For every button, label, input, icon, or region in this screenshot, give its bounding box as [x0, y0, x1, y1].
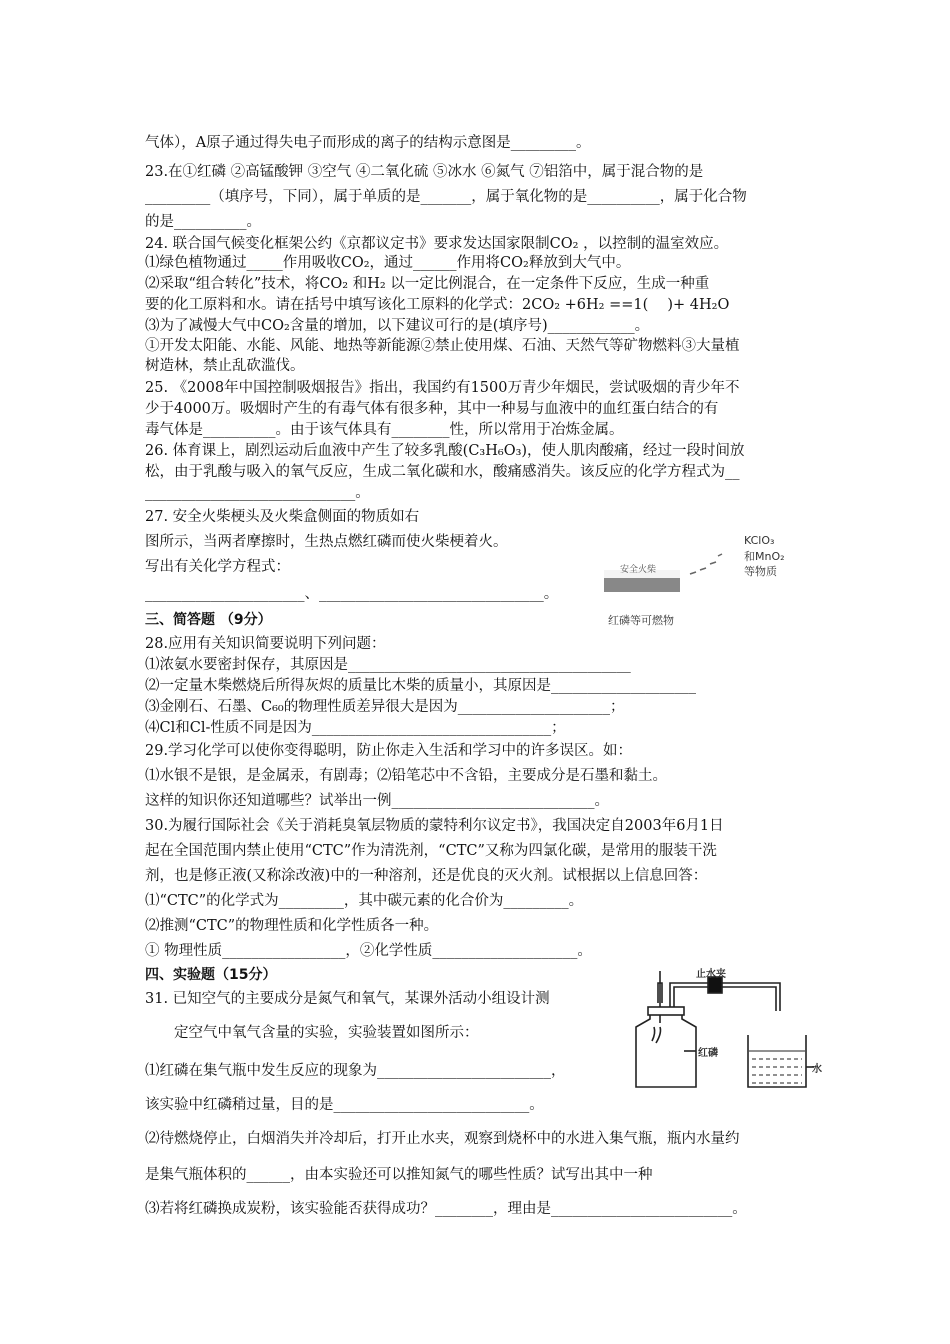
mno2-label: 和MnO₂ [744, 550, 785, 563]
text-line: 气体），A原子通过得失电子而形成的离子的结构示意图是_________。 [145, 135, 591, 151]
wuzhi-label: 等物质 [744, 565, 777, 578]
text-line: 毒气体是__________。由于该气体具有________性，所以常用于冶炼金属。 [145, 422, 624, 438]
text-line: 29.学习化学可以使你变得聪明，防止你走入生活和学习中的许多误区。如： [145, 743, 633, 759]
text-line: ⑷Cl和Cl-性质不同是因为_________________________________； [145, 720, 566, 736]
text-line: 31. 已知空气的主要成分是氮气和氧气，某课外活动小组设计测 [145, 991, 550, 1007]
text-line: 松，由于乳酸与吸入的氧气反应，生成二氧化碳和水，酸痛感消失。该反应的化学方程式为__ [145, 464, 740, 480]
text-line: 28.应用有关知识简要说明下列问题： [145, 636, 386, 652]
striker-strip [604, 578, 680, 592]
clamp-label: 止水夹 [696, 969, 726, 980]
apparatus-figure [630, 963, 820, 1093]
section-heading: 四、实验题（15分） [145, 967, 277, 983]
text-line: ⑵采取“组合转化”技术，将CO₂ 和H₂ 以一定比例混合，在一定条件下反应，生成一种重 [145, 276, 710, 292]
text-line: 26. 体育课上，剧烈运动后血液中产生了较多乳酸(C₃H₆O₃)，使人肌肉酸痛，经过一段时间放 [145, 443, 745, 459]
text-line: 27. 安全火柴梗头及火柴盒侧面的物质如右 [145, 509, 420, 525]
text-line: ⑵一定量木柴燃烧后所得灰烬的质量比木柴的质量小，其原因是____________________ [145, 678, 696, 694]
text-line: 定空气中氧气含量的实验，实验装置如图所示： [145, 1025, 479, 1041]
match-box-label: 安全火柴 [620, 565, 657, 575]
glass-tube-inner [674, 987, 776, 1011]
text-line: ⑶金刚石、石墨、C₆₀的物理性质差异很大是因为_____________________； [145, 699, 625, 715]
text-line: 30.为履行国际社会《关于消耗臭氧层物质的蒙特利尔议定书》，我国决定自2003年6月1日 [145, 818, 724, 834]
text-line: ______________________、_______________________________。 [145, 586, 559, 602]
text-line: _____________________________。 [145, 485, 370, 501]
text-line: 23.在①红磷 ②高锰酸钾 ③空气 ④二氧化硫 ⑤冰水 ⑥氮气 ⑦铝箔中，属于混合物的是 [145, 164, 704, 180]
beaker [748, 1035, 806, 1087]
water-label: 水 [812, 1064, 822, 1075]
text-line: ⑵待燃烧停止，白烟消失并冷却后，打开止水夹，观察到烧杯中的水进入集气瓶，瓶内水量约 [145, 1131, 740, 1147]
flame [652, 1027, 661, 1043]
text-line: ⑶为了减慢大气中CO₂含量的增加，以下建议可行的是(填序号)____________。 [145, 318, 650, 334]
text-line: 是集气瓶体积的______，由本实验还可以推知氮气的哪些性质？试写出其中一种 [145, 1167, 653, 1183]
text-line: ⑵推测“CTC”的物理性质和化学性质各一种。 [145, 918, 439, 934]
text-line: ⑴“CTC”的化学式为_________，其中碳元素的化合价为_________。 [145, 893, 584, 909]
text-line: _________（填序号，下同），属于单质的是_______，属于氧化物的是__________，属于化合物 [145, 189, 747, 205]
text-line: 要的化工原料和水。请在括号中填写该化工原料的化学式：2CO₂ +6H₂ ==1( )+ 4H₂O [145, 297, 730, 313]
text-line: 少于4000万。吸烟时产生的有毒气体有很多种，其中一种易与血液中的血红蛋白结合的有 [145, 401, 719, 417]
text-line: ⑴水银不是银，是金属汞，有剧毒；⑵铅笔芯中不含铅，主要成分是石墨和黏土。 [145, 768, 667, 784]
text-line: 起在全国范围内禁止使用“CTC”作为清洗剂，“CTC”又称为四氯化碳，是常用的服装干洗 [145, 843, 717, 859]
section-heading: 三、简答题 （9分） [145, 612, 272, 628]
text-line: ⑶若将红磷换成炭粉，该实验能否获得成功？________，理由是_________________________。 [145, 1201, 747, 1217]
text-line: 的是__________。 [145, 214, 261, 230]
text-line: ①开发太阳能、水能、风能、地热等新能源②禁止使用煤、石油、天然气等矿物燃料③大量植 [145, 338, 740, 354]
text-line: ① 物理性质_________________，②化学性质____________________。 [145, 943, 592, 959]
text-line: 24. 联合国气候变化框架公约《京都议定书》要求发达国家限制CO₂ ，以控制的温室效应。 [145, 236, 729, 252]
text-line: 这样的知识你还知道哪些？试举出一例____________________________。 [145, 793, 609, 809]
text-line: 图所示，当两者摩擦时，生热点燃红磷而使火柴梗着火。 [145, 534, 508, 550]
text-line: 剂，也是修正液(又称涂改液)中的一种溶剂，还是优良的灭火剂。试根据以上信息回答： [145, 868, 708, 884]
match-figure [600, 528, 800, 628]
text-line: 写出有关化学方程式： [145, 559, 290, 575]
kclo3-label: KClO₃ [744, 534, 775, 547]
phosphorus-bottom-label: 红磷等可燃物 [608, 614, 674, 627]
text-line: ⑴浓氨水要密封保存，其原因是_______________________________________ [145, 657, 631, 673]
bottle-stopper [648, 1007, 684, 1015]
text-line: ⑴绿色植物通过_____作用吸收CO₂，通过______作用将CO₂释放到大气中。 [145, 255, 631, 271]
text-line: ⑴红磷在集气瓶中发生反应的现象为________________________， [145, 1063, 566, 1079]
apparatus-diagram [630, 963, 820, 1093]
text-line: 该实验中红磷稍过量，目的是___________________________。 [145, 1097, 544, 1113]
text-line: 25. 《2008年中国控制吸烟报告》指出，我国约有1500万青少年烟民，尝试吸烟的青少年不 [145, 380, 740, 396]
gas-bottle [636, 1009, 696, 1087]
water-lines [749, 1051, 805, 1083]
text-line: 树造林，禁止乱砍滥伐。 [145, 358, 305, 374]
phosphorus-label: 红磷 [698, 1048, 718, 1059]
spark-marks [690, 554, 722, 574]
